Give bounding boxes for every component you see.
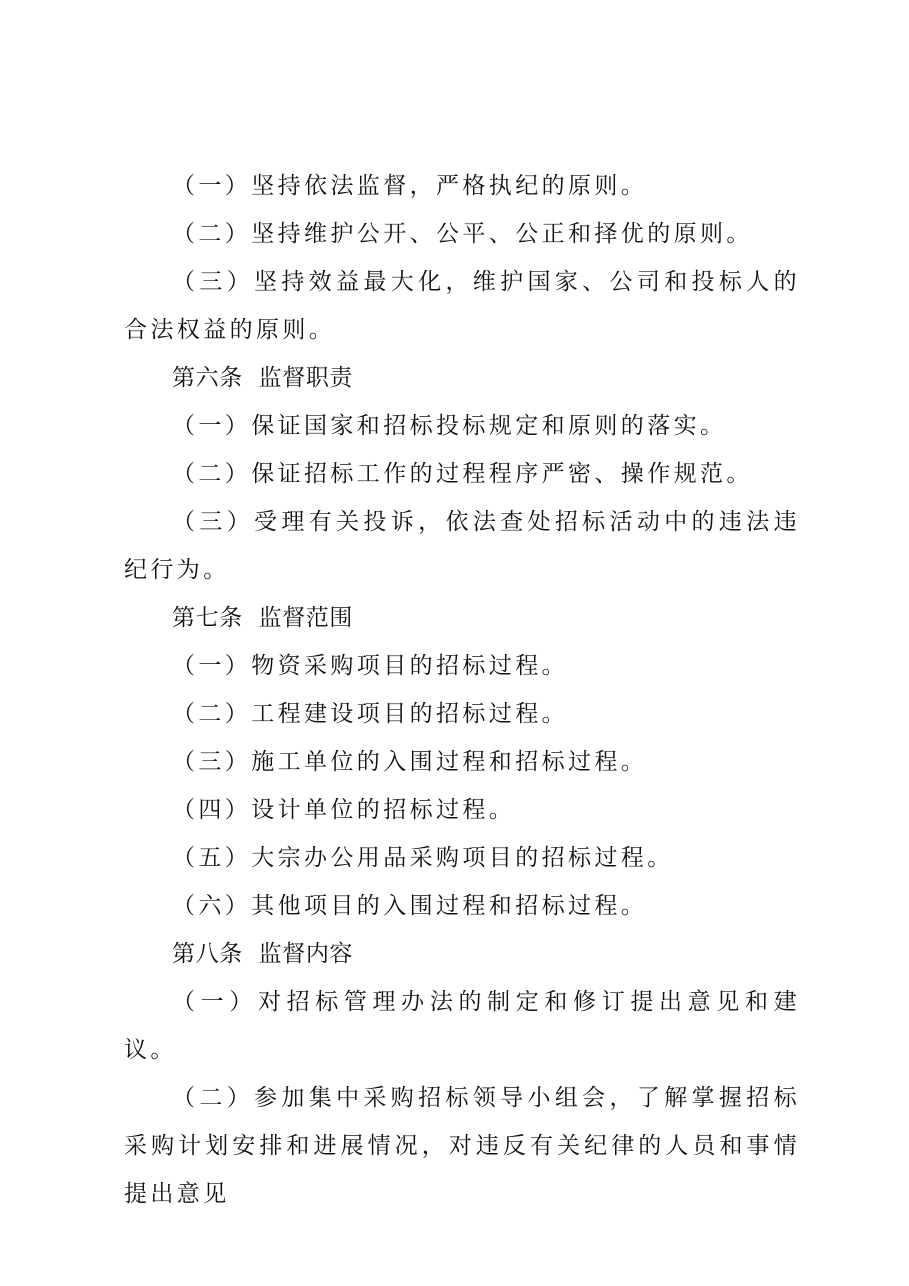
content-item-1: （一）对招标管理办法的制定和修订提出意见和建议。 xyxy=(124,989,800,1063)
scope-item-3: （三）施工单位的入围过程和招标过程。 xyxy=(172,749,648,775)
article-8-heading: 第八条 监督内容 xyxy=(172,941,354,967)
article-7-heading: 第七条 监督范围 xyxy=(172,605,354,631)
document-body xyxy=(124,162,800,1218)
scope-item-2: （二）工程建设项目的招标过程。 xyxy=(172,701,568,727)
scope-item-1: （一）物资采购项目的招标过程。 xyxy=(172,653,568,679)
principle-item-2: （二）坚持维护公开、公平、公正和择优的原则。 xyxy=(172,221,753,247)
principle-item-1: （一）坚持依法监督，严格执纪的原则。 xyxy=(172,173,648,199)
duty-item-3: （三）受理有关投诉，依法查处招标活动中的违法违纪行为。 xyxy=(124,509,800,583)
scope-item-6: （六）其他项目的入围过程和招标过程。 xyxy=(172,893,648,919)
principle-item-3: （三）坚持效益最大化，维护国家、公司和投标人的合法权益的原则。 xyxy=(124,269,800,343)
article-6-heading: 第六条 监督职责 xyxy=(172,365,354,391)
scope-item-4: （四）设计单位的招标过程。 xyxy=(172,797,516,823)
scope-item-5: （五）大宗办公用品采购项目的招标过程。 xyxy=(172,845,674,871)
duty-item-2: （二）保证招标工作的过程程序严密、操作规范。 xyxy=(172,461,753,487)
duty-item-1: （一）保证国家和招标投标规定和原则的落实。 xyxy=(172,413,727,439)
content-item-2: （二）参加集中采购招标领导小组会，了解掌握招标采购计划安排和进展情况，对违反有关纪律的人员和事情提出意见 xyxy=(124,1085,800,1207)
